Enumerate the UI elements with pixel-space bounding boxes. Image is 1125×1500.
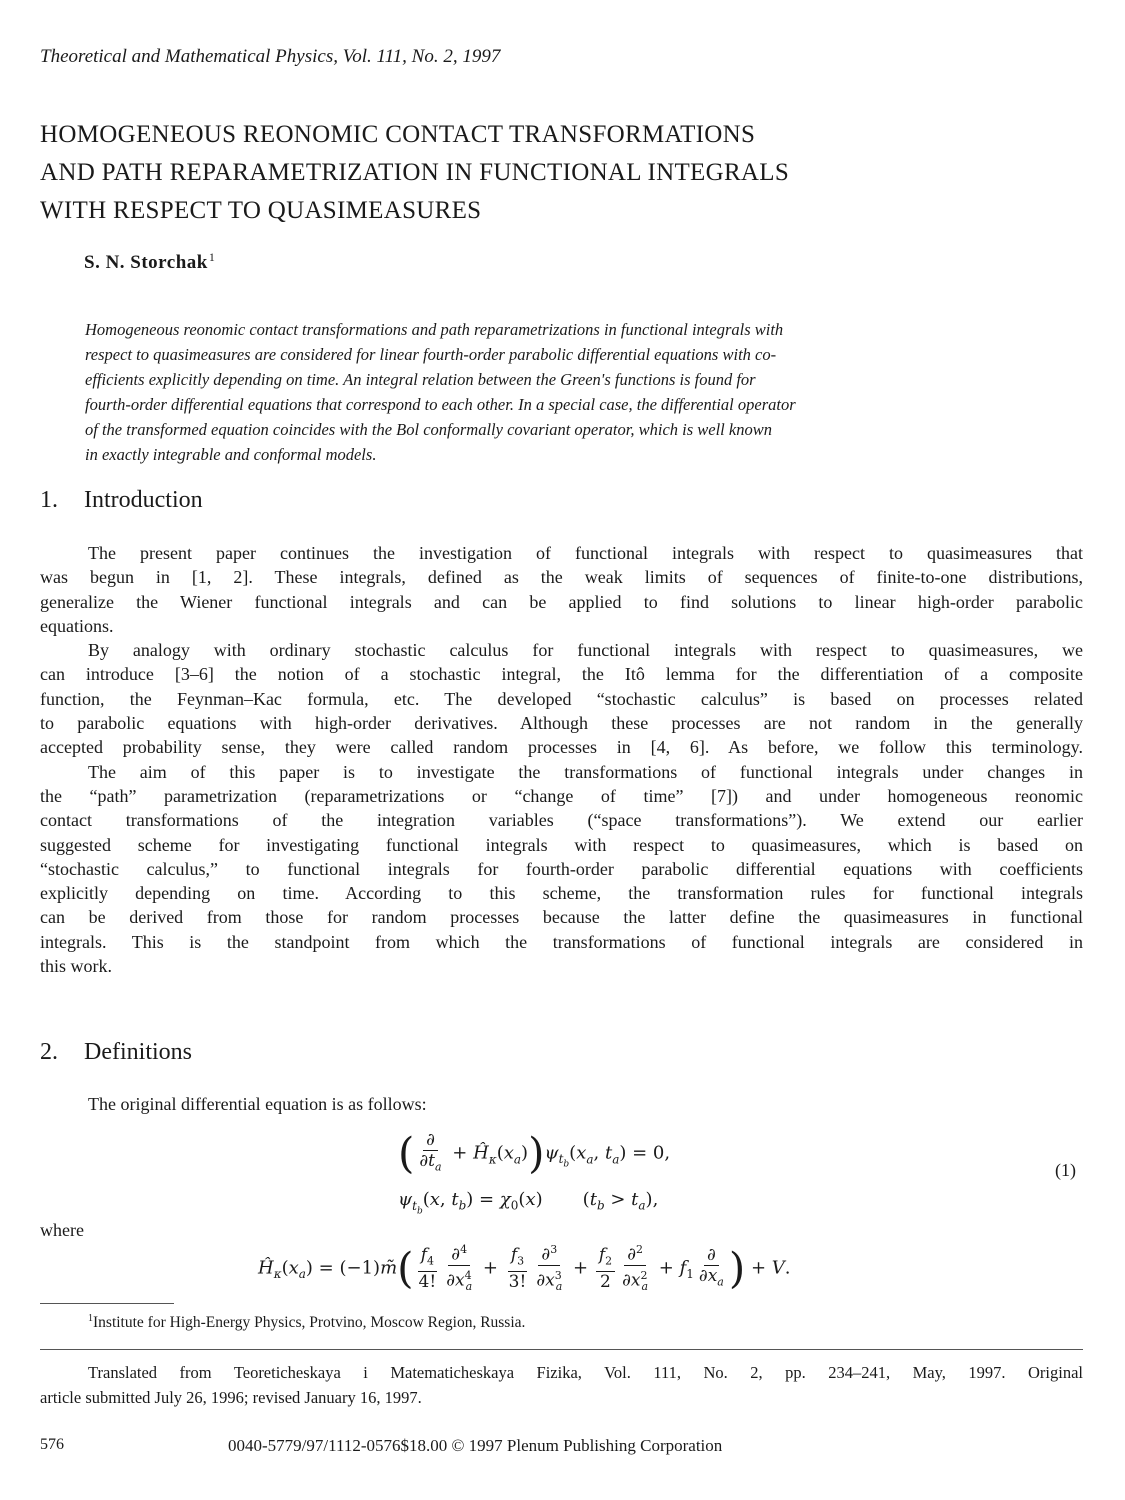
body-line: The aim of this paper is to investigate the transformations of functional integrals under changes in (88, 761, 1083, 782)
journal-citation: Theoretical and Mathematical Physics, Vol. 111, No. 2, 1997 (40, 46, 501, 67)
body-line: the “path” parametrization (reparametrizations or “change of time” [7]) and under homogeneous reonomic (40, 785, 1083, 806)
section-number: 2. (40, 1039, 58, 1065)
footnote-rule (40, 1303, 174, 1304)
definitions-intro: The original differential equation is as follows: (88, 1094, 427, 1114)
introduction-body (40, 541, 1083, 978)
paper-title (40, 116, 1080, 230)
body-line: The present paper continues the investigation of functional integrals with respect to quasimeasures that (88, 543, 1083, 563)
author (84, 250, 215, 274)
equation-1-line-1: ( $\frac{\partial}{\partial t_a}$ + $Ĥ_\kappa(x_a))\psi_{t_b}(x_a$, $t_a) = 0$, (398, 1128, 671, 1178)
body-line: to parabolic equations with high-order derivatives. Although these processes are not random in the generally (40, 713, 1083, 734)
body-line: accepted probability sense, they were called random processes in [4, 6]. As before, we follow this terminology. (40, 737, 1083, 758)
section-heading-introduction (40, 487, 203, 514)
title-line: AND PATH REPARAMETRIZATION IN FUNCTIONAL INTEGRALS (40, 159, 790, 186)
section-title: Definitions (84, 1039, 192, 1065)
abstract-line: of the transformed equation coincides with the Bol conformally covariant operator, which is well known (85, 420, 772, 439)
body-line: contact transformations of the integration variables (“space transformations”). We extend our earlier (40, 810, 1083, 831)
where-text: where (40, 1220, 84, 1240)
equation-1-line-2: $\psi_{t_b}(x$, $t_b) = \chi_0(x)$ $(t_b > t_a)$, (398, 1189, 659, 1216)
author-footnote-mark: 1 (208, 250, 216, 264)
footnote-text: Institute for High-Energy Physics, Protvino, Moscow Region, Russia. (93, 1314, 526, 1331)
translation-line: Translated from Teoreticheskaya i Matematicheskaya Fizika, Vol. 111, No. 2, pp. 234–241, May, 1997. Original (88, 1363, 1083, 1382)
abstract-line: in exactly integrable and conformal models. (85, 445, 377, 464)
footnote (88, 1313, 525, 1332)
body-line: equations. (40, 615, 114, 636)
equation-number: (1) (1055, 1160, 1076, 1180)
body-line: “stochastic calculus,” to functional integrals for fourth-order parabolic differential equations with coefficients (40, 858, 1083, 879)
footnote-mark: 1 (88, 1313, 93, 1324)
author-name: S. N. Storchak (84, 252, 208, 273)
translation-line: article submitted July 26, 1996; revised January 16, 1997. (40, 1388, 422, 1407)
body-line: integrals. This is the standpoint from which the transformations of functional integrals are considered in (40, 931, 1083, 952)
abstract-line: Homogeneous reonomic contact transformations and path reparametrizations in functional integrals with (85, 320, 784, 339)
title-line: HOMOGENEOUS REONOMIC CONTACT TRANSFORMATIONS (40, 121, 756, 148)
section-number: 1. (40, 487, 58, 513)
body-line: can be derived from those for random processes because the latter define the quasimeasures in functional (40, 907, 1083, 928)
body-line: was begun in [1, 2]. These integrals, defined as the weak limits of sequences of finite-to-one distributions, (40, 567, 1083, 588)
body-line: can introduce [3–6] the notion of a stochastic integral, the Itô lemma for the differentiation of a composite (40, 664, 1083, 685)
body-line: explicitly depending on time. According to this scheme, the transformation rules for functional integrals (40, 883, 1083, 904)
translation-note (40, 1360, 1083, 1410)
translation-rule (40, 1349, 1083, 1350)
abstract-line: respect to quasimeasures are considered for linear fourth-order parabolic differential equations with co- (85, 345, 777, 364)
page-number: 576 (40, 1436, 64, 1453)
body-line: suggested scheme for investigating functional integrals with respect to quasimeasures, which is based on (40, 834, 1083, 855)
title-line: WITH RESPECT TO QUASIMEASURES (40, 197, 482, 224)
section-title: Introduction (84, 487, 203, 513)
equation-hamiltonian: $Ĥ_\kappa(x_a)$ = (−1)m̃( $\frac{f_4}{4!}$ $\frac{\partial^4}{\partial x^4_a}$ + $\frac{f_3}{3!}$ $\frac{\partial^3}{\partial x^3_a}$ + $\frac{f_2}{2}$ $\frac{\partial^2}{\partial x^2_a}$ + $f_1$ $\frac{\partial}{\partial x_a}$ ) + V. (258, 1240, 791, 1297)
body-line: By analogy with ordinary stochastic calculus for functional integrals with respect to quasimeasures, we (88, 640, 1083, 661)
section-heading-definitions (40, 1039, 192, 1066)
body-line: this work. (40, 956, 112, 977)
abstract (85, 317, 1045, 467)
body-line: function, the Feynman–Kac formula, etc. The developed “stochastic calculus” is based on processes related (40, 688, 1083, 709)
copyright-line: 0040-5779/97/1112-0576$18.00 © 1997 Plenum Publishing Corporation (228, 1436, 723, 1455)
body-line: generalize the Wiener functional integrals and can be applied to find solutions to linear high-order parabolic (40, 591, 1083, 612)
abstract-line: efficients explicitly depending on time. An integral relation between the Green's functions is found for (85, 370, 756, 389)
abstract-line: fourth-order differential equations that correspond to each other. In a special case, the differential operator (85, 395, 796, 414)
